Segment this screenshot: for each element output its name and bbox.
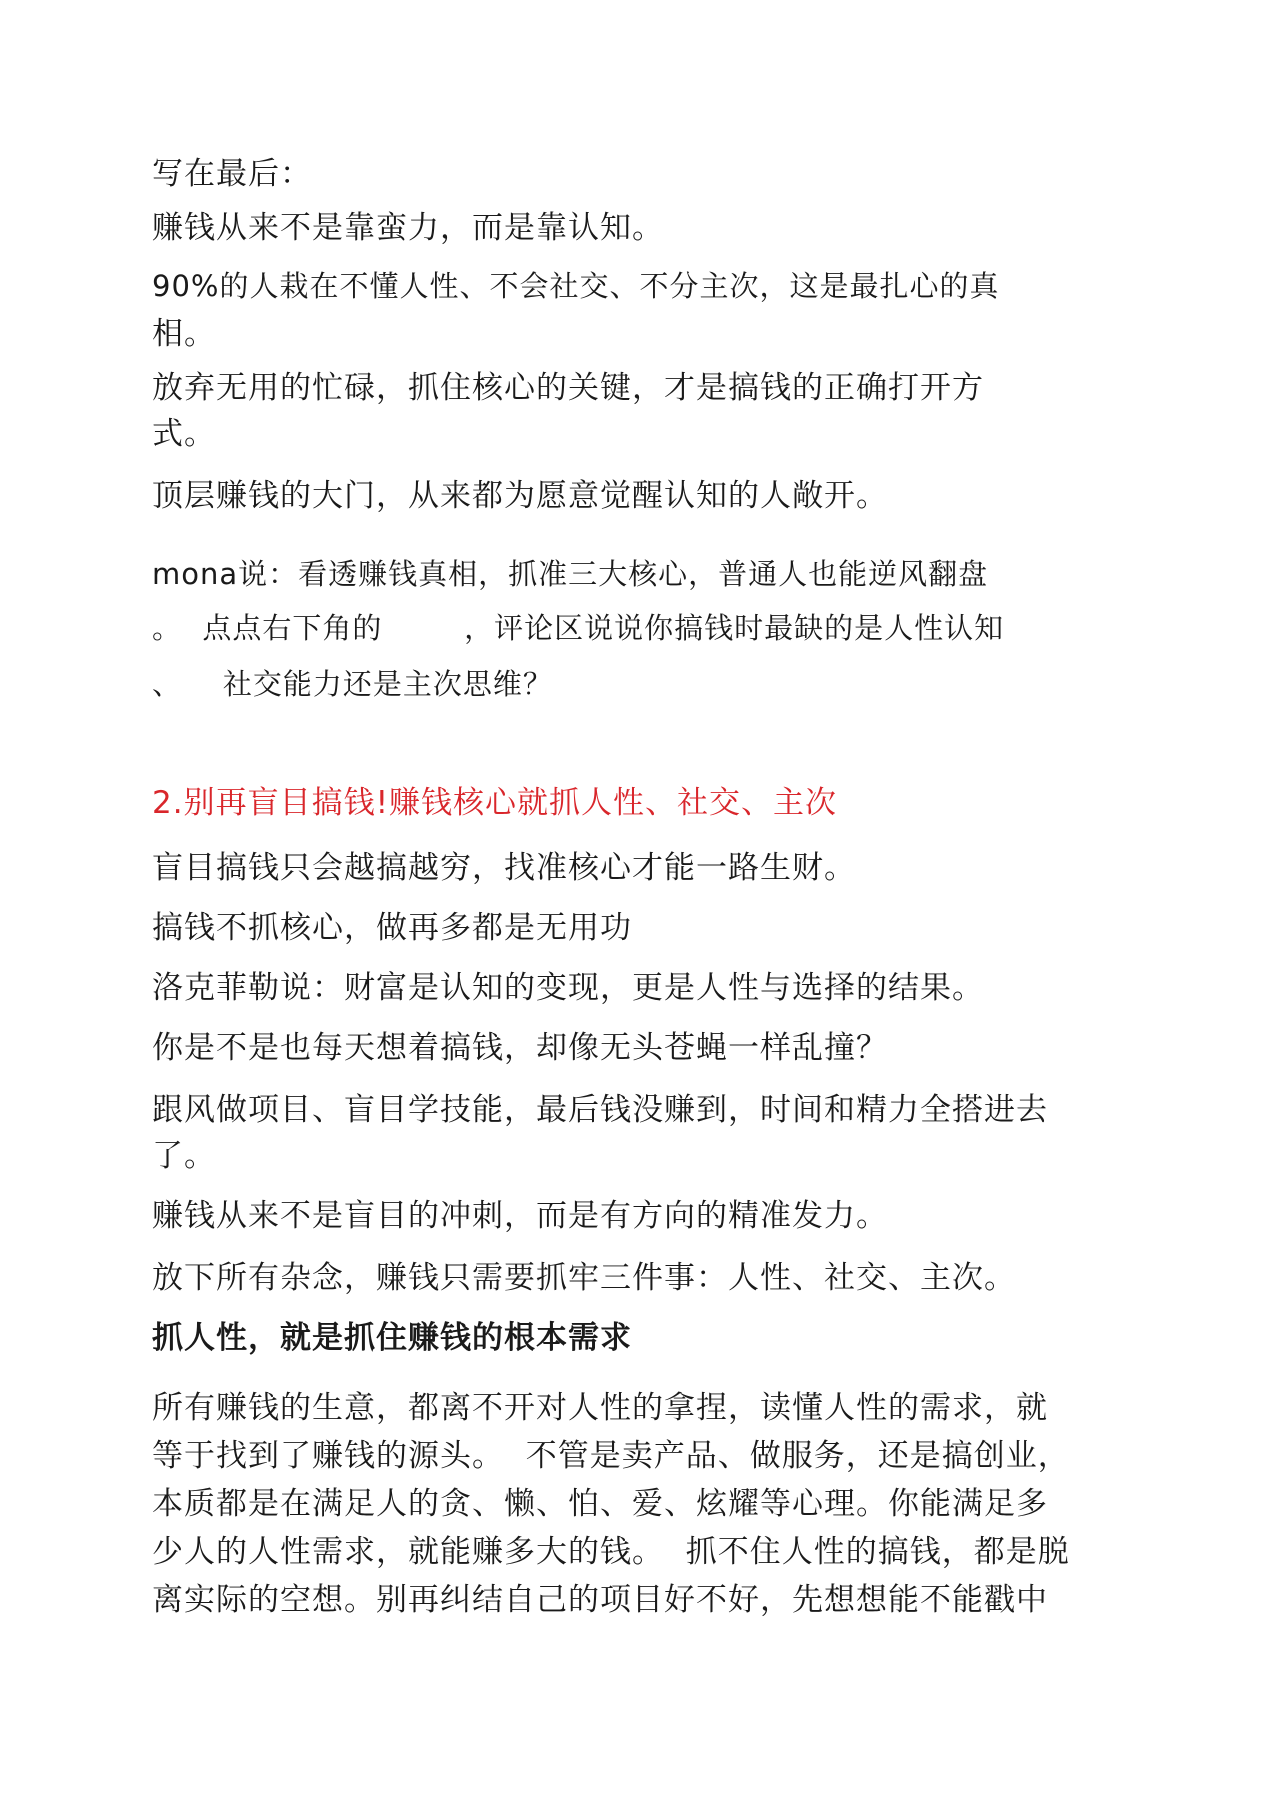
section-2-body-line-5: 离实际的空想。别再纠结自己的项目好不好，先想想能不能戳中: [152, 1582, 1048, 1618]
section-2-paragraph-5b: 了。: [152, 1138, 216, 1174]
section-2-paragraph-6: 赚钱从来不是盲目的冲刺，而是有方向的精准发力。: [152, 1198, 888, 1234]
section-2-paragraph-1: 盲目搞钱只会越搞越穷，找准核心才能一路生财。: [152, 850, 856, 886]
section-2-body-line-1: 所有赚钱的生意，都离不开对人性的拿捏，读懂人性的需求，就: [152, 1390, 1048, 1426]
section-2-paragraph-5a: 跟风做项目、盲目学技能，最后钱没赚到，时间和精力全搭进去: [152, 1092, 1048, 1128]
closing-line-4: 顶层赚钱的大门，从来都为愿意觉醒认知的人敞开。: [152, 478, 888, 514]
mona-line-b: 。 点点右下角的 ，评论区说说你搞钱时最缺的是人性认知: [152, 611, 1005, 645]
closing-line-2a: 90%的人栽在不懂人性、不会社交、不分主次，这是最扎心的真: [152, 269, 1000, 303]
closing-line-1: 赚钱从来不是靠蛮力，而是靠认知。: [152, 210, 664, 246]
section-2-subheading: 抓人性，就是抓住赚钱的根本需求: [152, 1320, 632, 1356]
section-2-body-line-2: 等于找到了赚钱的源头。 不管是卖产品、做服务，还是搞创业，: [152, 1438, 1070, 1474]
section-2-paragraph-7: 放下所有杂念，赚钱只需要抓牢三件事：人性、社交、主次。: [152, 1260, 1016, 1296]
section-2-heading: 2.别再盲目搞钱!赚钱核心就抓人性、社交、主次: [152, 785, 838, 821]
mona-line-c: 、 社交能力还是主次思维？: [152, 667, 553, 701]
mona-line-a: mona说：看透赚钱真相，抓准三大核心，普通人也能逆风翻盘: [152, 557, 989, 591]
section-2-paragraph-2: 搞钱不抓核心，做再多都是无用功: [152, 910, 632, 946]
closing-line-2b: 相。: [152, 316, 216, 352]
section-2-body-line-4: 少人的人性需求，就能赚多大的钱。 抓不住人性的搞钱，都是脱: [152, 1534, 1070, 1570]
closing-line-3b: 式。: [152, 416, 216, 452]
closing-line-3a: 放弃无用的忙碌，抓住核心的关键，才是搞钱的正确打开方: [152, 370, 984, 406]
section-2-paragraph-3: 洛克菲勒说：财富是认知的变现，更是人性与选择的结果。: [152, 970, 984, 1006]
section-2-body-line-3: 本质都是在满足人的贪、懒、怕、爱、炫耀等心理。你能满足多: [152, 1486, 1048, 1522]
closing-title: 写在最后：: [152, 156, 312, 192]
section-2-paragraph-4: 你是不是也每天想着搞钱，却像无头苍蝇一样乱撞？: [152, 1030, 888, 1066]
